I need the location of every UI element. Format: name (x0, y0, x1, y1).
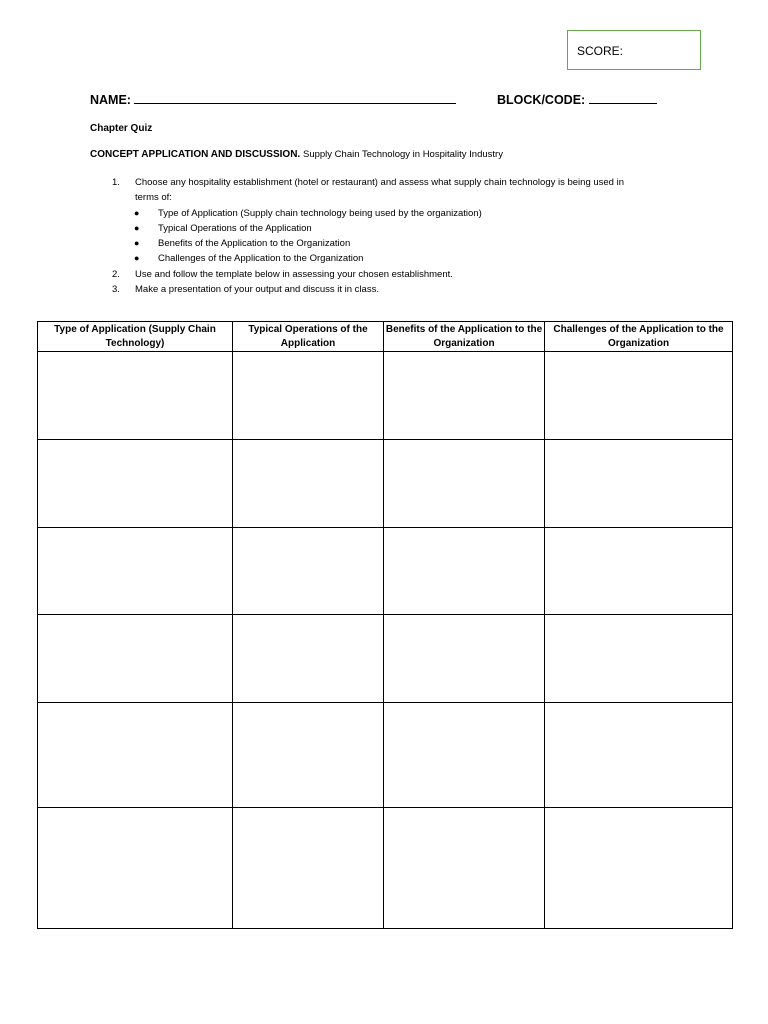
list-item: ● Challenges of the Application to the Organization (112, 251, 692, 266)
table-cell[interactable] (545, 808, 733, 929)
concept-subtitle: Supply Chain Technology in Hospitality Industry (302, 149, 503, 160)
name-field[interactable] (90, 93, 456, 107)
score-box[interactable] (567, 30, 701, 70)
instructions-list (112, 175, 692, 297)
name-label: NAME: (90, 93, 131, 107)
table-cell[interactable] (233, 440, 384, 528)
step-1-text-line-1: Choose any hospitality establishment (hotel or restaurant) and assess what supply chain technology is being used in (135, 177, 625, 188)
table-cell[interactable] (38, 440, 233, 528)
table-cell[interactable] (233, 808, 384, 929)
table-cell[interactable] (233, 528, 384, 615)
table-cell[interactable] (384, 703, 545, 808)
bullet-icon: ● (134, 238, 140, 249)
name-blank-line[interactable] (134, 102, 456, 104)
concept-heading: CONCEPT APPLICATION AND DISCUSSION. (90, 149, 301, 160)
step-2-text: Use and follow the template below in assessing your chosen establishment. (135, 268, 453, 280)
table-cell[interactable] (545, 440, 733, 528)
score-label: SCORE: (577, 44, 624, 58)
table-cell[interactable] (384, 615, 545, 703)
instruction-step-1 (112, 175, 692, 206)
block-code-blank-line[interactable] (589, 102, 657, 104)
list-item: ● Typical Operations of the Application (112, 221, 692, 236)
table-cell[interactable] (233, 615, 384, 703)
step-1-text-line-2: terms of: (135, 192, 172, 204)
table-row (38, 528, 733, 615)
concept-heading-line (90, 149, 503, 160)
table-header-row (38, 322, 733, 352)
bullet-icon: ● (134, 222, 140, 233)
table-row (38, 440, 733, 528)
bullet-icon: ● (134, 207, 140, 218)
table-cell[interactable] (38, 703, 233, 808)
column-header-type-of-application: Type of Application (Supply Chain Technology) (38, 322, 233, 352)
table-cell[interactable] (233, 352, 384, 440)
table-row (38, 703, 733, 808)
column-header-typical-operations: Typical Operations of the Application (233, 322, 384, 352)
bullet-icon: ● (134, 253, 140, 264)
instruction-step-2 (112, 267, 692, 282)
block-code-field[interactable] (497, 93, 657, 107)
table-cell[interactable] (545, 528, 733, 615)
chapter-title: Chapter Quiz (90, 123, 153, 134)
block-code-label: BLOCK/CODE: (497, 93, 586, 107)
table-row (38, 615, 733, 703)
table-cell[interactable] (384, 528, 545, 615)
table-cell[interactable] (545, 703, 733, 808)
table-cell[interactable] (38, 808, 233, 929)
instruction-step-3 (112, 282, 692, 297)
step-number-2: 2. (112, 268, 120, 280)
step-3-text: Make a presentation of your output and discuss it in class. (135, 284, 379, 296)
column-header-benefits: Benefits of the Application to the Organization (384, 322, 545, 352)
table-cell[interactable] (38, 615, 233, 703)
table-cell[interactable] (38, 352, 233, 440)
table-cell[interactable] (384, 440, 545, 528)
list-item: ● Benefits of the Application to the Organization (112, 236, 692, 251)
table-row (38, 808, 733, 929)
step-number-3: 3. (112, 284, 120, 296)
table-cell[interactable] (38, 528, 233, 615)
assessment-template-table (37, 321, 733, 929)
step-number-1: 1. (112, 177, 120, 188)
table-cell[interactable] (384, 352, 545, 440)
table-cell[interactable] (545, 352, 733, 440)
table-cell[interactable] (233, 703, 384, 808)
assessment-criteria-list (112, 206, 692, 267)
table-cell[interactable] (545, 615, 733, 703)
table-row (38, 352, 733, 440)
column-header-challenges: Challenges of the Application to the Organization (545, 322, 733, 352)
list-item: ● Type of Application (Supply chain technology being used by the organization) (112, 206, 692, 221)
table-cell[interactable] (384, 808, 545, 929)
